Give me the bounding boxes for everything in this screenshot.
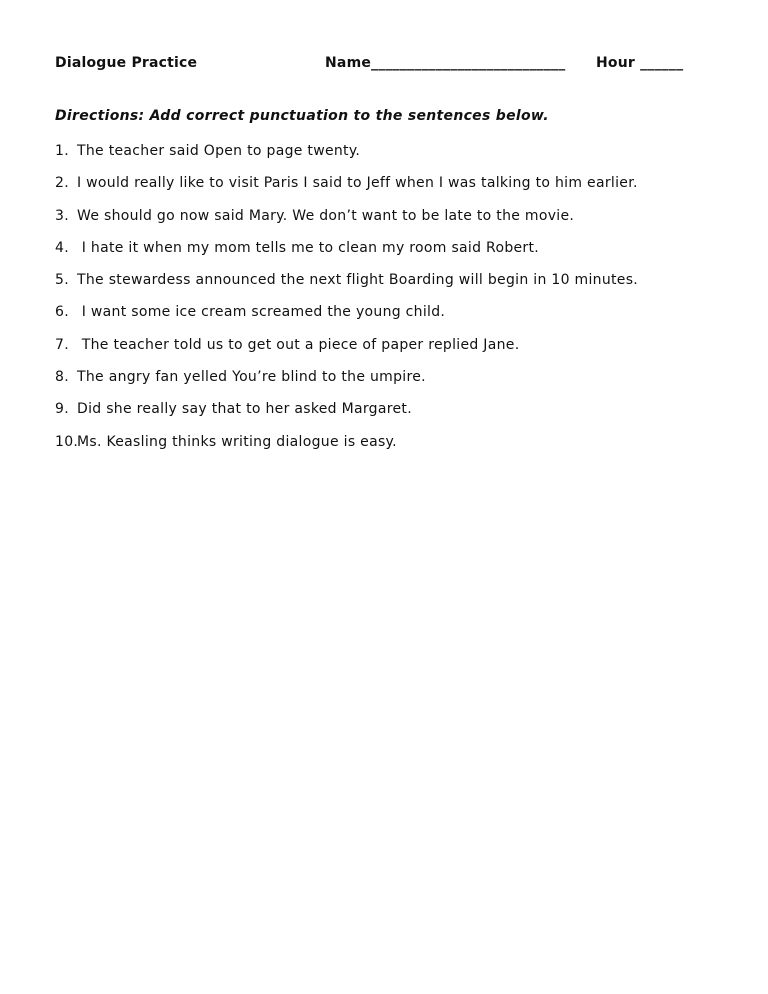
list-item [55,399,735,431]
item-sentence: The stewardess announced the next flight Boarding will begin in 10 minutes. [77,272,639,289]
item-sentence: The teacher said Open to page twenty. [77,143,361,159]
item-number: 2. [55,175,69,192]
item-sentence: I want some ice cream screamed the young child. [77,304,446,321]
list-item [55,270,735,302]
directions-text: Directions: Add correct punctuation to the sentences below. [55,108,549,124]
worksheet-header [55,55,695,77]
list-item [55,173,735,205]
item-number: 3. [55,207,69,224]
list-item [55,141,735,173]
item-sentence: Ms. Keasling thinks writing dialogue is easy. [77,433,397,450]
item-sentence: We should go now said Mary. We don’t want to be late to the movie. [77,207,575,224]
list-item [55,367,735,399]
list-item [55,335,735,367]
item-number: 1. [55,143,69,159]
item-sentence: I would really like to visit Paris I said to Jeff when I was talking to him earlier. [77,175,638,192]
list-item [55,206,735,238]
hour-field-label: Hour ______ [596,55,684,71]
item-number: 10. [55,433,79,450]
list-item [55,432,735,464]
item-sentence: I hate it when my mom tells me to clean my room said Robert. [77,239,540,256]
item-sentence: The angry fan yelled You’re blind to the umpire. [77,369,426,386]
item-number: 9. [55,401,69,418]
item-number: 6. [55,304,69,321]
item-number: 5. [55,272,69,289]
name-field-label: Name___________________________ [325,55,566,71]
item-number: 4. [55,239,69,256]
item-sentence: The teacher told us to get out a piece of paper replied Jane. [77,336,520,353]
sentence-list [55,141,735,464]
list-item [55,238,735,270]
item-number: 8. [55,369,69,386]
worksheet-title: Dialogue Practice [55,55,198,71]
list-item [55,302,735,334]
item-sentence: Did she really say that to her asked Margaret. [77,401,412,418]
item-number: 7. [55,336,69,353]
